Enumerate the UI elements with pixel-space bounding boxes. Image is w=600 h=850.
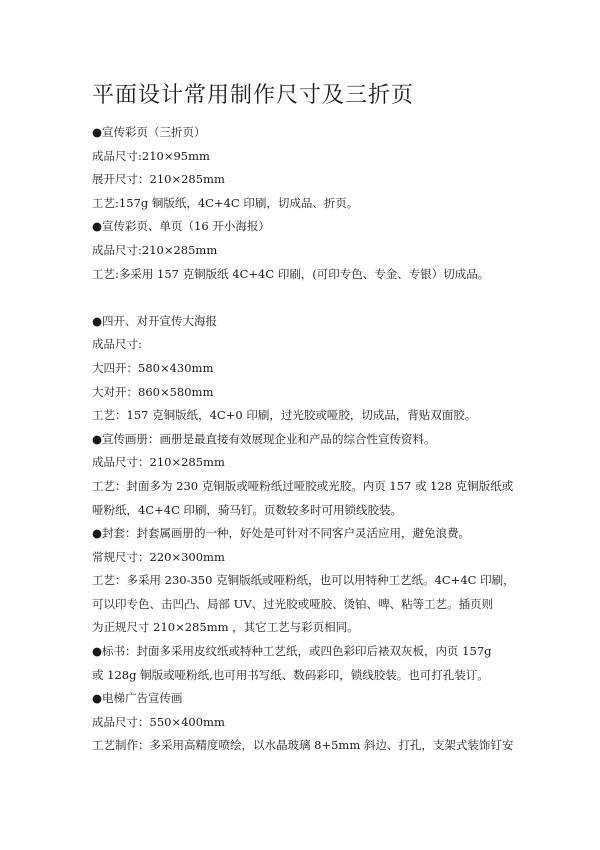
- section-heading: ●电梯广告宣传画: [92, 691, 183, 706]
- text-line: 成品尺寸：550×400mm: [92, 714, 225, 729]
- text-line: 成品尺寸:210×95mm: [92, 148, 210, 163]
- text-line: 工艺:157g 铜版纸，4C+4C 印刷，切成品、折页。: [92, 195, 359, 210]
- section-heading: ●宣传彩页（三折页）: [92, 125, 206, 139]
- text-line: 工艺：多采用 230-350 克铜版纸或哑粉纸，也可以用特种工艺纸。4C+4C 印刷，: [92, 573, 515, 588]
- text-line: 大对开：860×580mm: [92, 384, 214, 399]
- text-line: 可以印专色、击凹凸、局部 UV、过光胶或哑胶、烫铂、啤、粘等工艺。插页则: [92, 596, 494, 611]
- text-line: 展开尺寸：210×285mm: [92, 172, 225, 187]
- text-line: 为正规尺寸 210×285mm ，其它工艺与彩页相同。: [92, 620, 359, 635]
- text-line: 成品尺寸:210×285mm: [92, 242, 218, 257]
- text-line: 工艺:多采用 157 克铜版纸 4C+4C 印刷，(可印专色、专金、专银）切成品。: [92, 266, 490, 281]
- text-line: 常规尺寸：220×300mm: [92, 549, 225, 564]
- text-line: 或 128g 铜版或哑粉纸,也可用书写纸、数码彩印，锁线胶装。也可打孔装订。: [92, 667, 489, 682]
- section-heading: ●四开、对开宣传大海报: [92, 313, 218, 328]
- section-heading: ●宣传彩页、单页（16 开小海报）: [92, 219, 270, 234]
- text-line: 大四开：580×430mm: [92, 360, 214, 375]
- section-heading: ●宣传画册：画册是最直接有效展现企业和产品的综合性宣传资料。: [92, 431, 436, 446]
- page-title: 平面设计常用制作尺寸及三折页: [92, 83, 415, 108]
- document-body: [92, 121, 542, 758]
- text-line: 哑粉纸，4C+4C 印刷，骑马钉。页数较多时可用锁线胶装。: [92, 502, 403, 517]
- section-heading: ●标书：封面多采用皮纹纸或特种工艺纸，或四色彩印后裱双灰板，内页 157g: [92, 644, 492, 659]
- text-line: 工艺制作：多采用高精度喷绘，以水晶玻璃 8+5mm 斜边、打孔，支架式装饰钉安: [92, 738, 514, 753]
- section-heading: ●封套：封套属画册的一种，好处是可针对不同客户灵活应用，避免浪费。: [92, 526, 471, 541]
- text-line: 成品尺寸:: [92, 337, 142, 352]
- text-line: 工艺：封面多为 230 克铜版或哑粉纸过哑胶或光胶。内页 157 或 128 克铜版纸或: [92, 478, 514, 493]
- text-line: 工艺：157 克铜版纸，4C+0 印刷，过光胶或哑胶，切成品，背贴双面胶。: [92, 408, 477, 423]
- text-line: 成品尺寸：210×285mm: [92, 455, 225, 470]
- blank-line: [92, 286, 542, 310]
